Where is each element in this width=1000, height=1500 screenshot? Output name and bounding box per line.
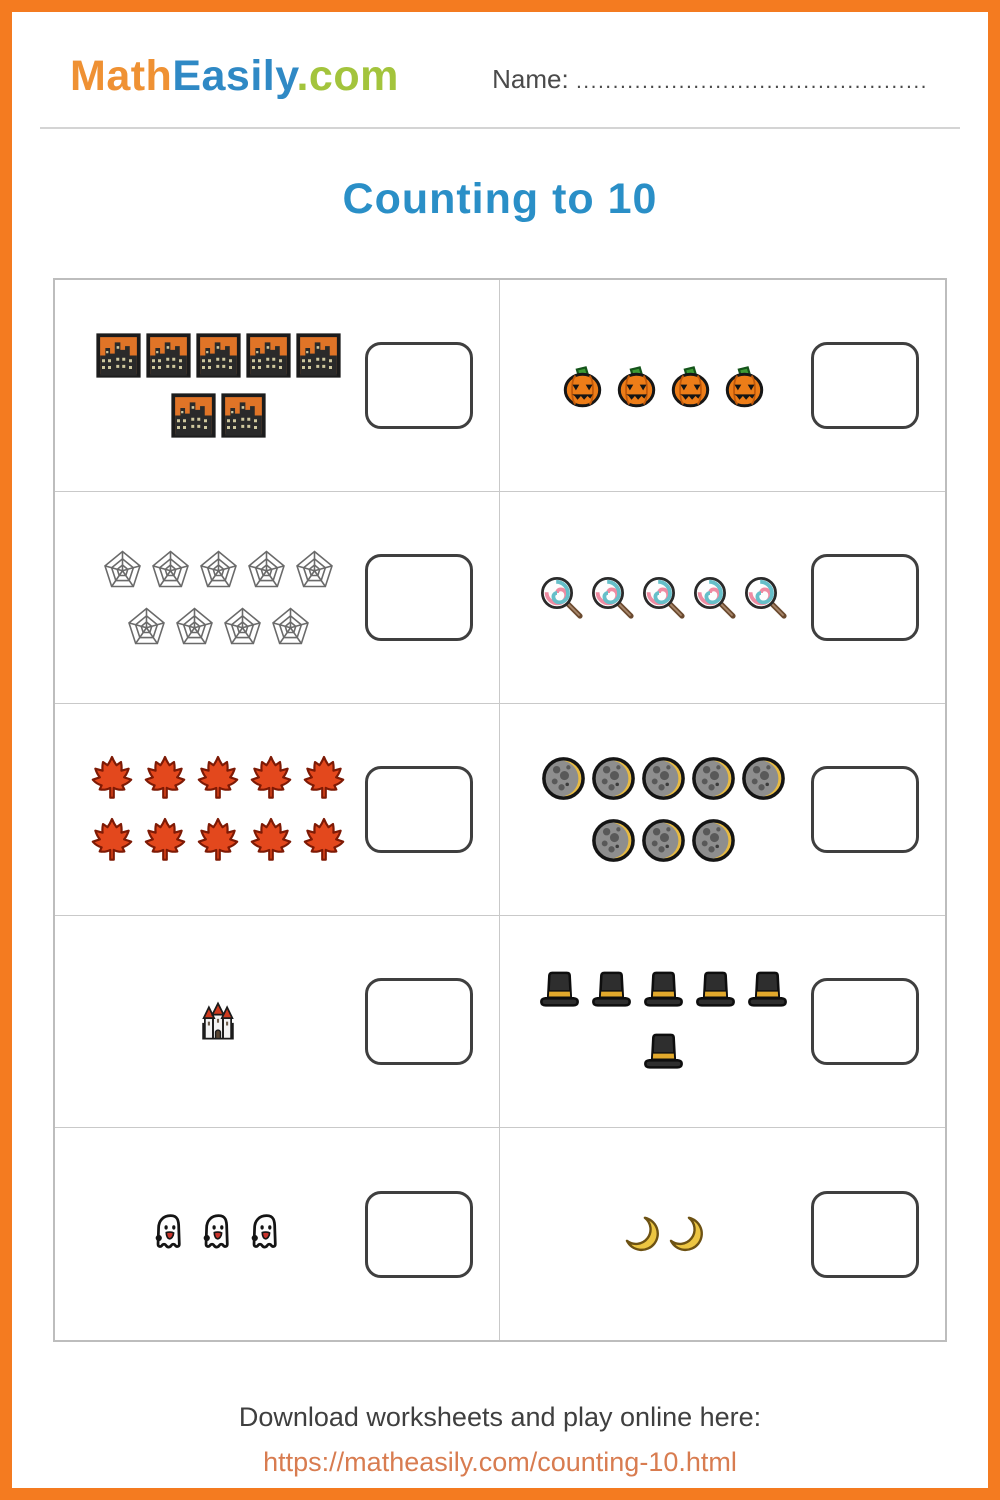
spider-web-icon [244, 548, 289, 590]
ghost-group [71, 1212, 365, 1256]
icon-row [639, 1029, 688, 1076]
spider-web-group [71, 548, 365, 647]
problem-cell-crescent-moon [500, 1128, 945, 1340]
full-moon-group [516, 755, 811, 864]
footer-link[interactable]: https://matheasily.com/counting-10.html [263, 1447, 737, 1477]
full-moon-icon [640, 755, 687, 802]
top-hat-group [516, 967, 811, 1076]
footer [12, 1402, 988, 1478]
crescent-moon-icon [665, 1212, 706, 1256]
problem-cell-top-hat [500, 916, 945, 1128]
lollipop-icon [538, 574, 586, 622]
problem-cell-ghost [55, 1128, 500, 1340]
full-moon-icon [590, 755, 637, 802]
maple-leaf-icon [246, 755, 296, 802]
crescent-moon-group [516, 1212, 811, 1256]
castle-icon [195, 1001, 241, 1043]
header-divider [40, 127, 960, 129]
icon-row [124, 605, 313, 647]
problem-cell-castle [55, 916, 500, 1128]
answer-box[interactable] [811, 554, 919, 641]
answer-box[interactable] [365, 766, 473, 853]
icon-row [538, 574, 790, 622]
maple-leaf-icon [87, 755, 137, 802]
icon-row [170, 393, 267, 438]
name-label: Name: [492, 64, 569, 94]
answer-box[interactable] [365, 1191, 473, 1278]
spider-web-icon [124, 605, 169, 647]
maple-leaf-icon [193, 817, 243, 864]
lollipop-icon [640, 574, 688, 622]
jack-o-lantern-icon [665, 362, 716, 410]
castle-group [71, 1001, 365, 1043]
problem-cell-spider-web [55, 492, 500, 704]
jack-o-lantern-group [516, 362, 811, 410]
problem-cell-jack-o-lantern [500, 280, 945, 492]
haunted-house-icon [295, 333, 342, 378]
icon-row [535, 967, 792, 1014]
lollipop-icon [589, 574, 637, 622]
problem-cell-haunted-house [55, 280, 500, 492]
icon-row [621, 1212, 706, 1256]
jack-o-lantern-icon [719, 362, 770, 410]
top-hat-icon [743, 967, 792, 1014]
icon-row [95, 333, 342, 378]
jack-o-lantern-icon [611, 362, 662, 410]
jack-o-lantern-icon [557, 362, 608, 410]
icon-row [100, 548, 337, 590]
answer-box[interactable] [811, 342, 919, 429]
page-title: Counting to 10 [342, 175, 658, 223]
answer-box[interactable] [811, 766, 919, 853]
answer-box[interactable] [365, 554, 473, 641]
maple-leaf-icon [193, 755, 243, 802]
full-moon-icon [590, 817, 637, 864]
spider-web-icon [196, 548, 241, 590]
maple-leaf-icon [140, 755, 190, 802]
maple-leaf-icon [299, 817, 349, 864]
answer-box[interactable] [365, 342, 473, 429]
haunted-house-icon [95, 333, 142, 378]
top-hat-icon [587, 967, 636, 1014]
name-line [492, 64, 928, 101]
maple-leaf-icon [299, 755, 349, 802]
logo-part-easily: Easily [172, 52, 297, 100]
spider-web-icon [268, 605, 313, 647]
haunted-house-group [71, 333, 365, 438]
spider-web-icon [220, 605, 265, 647]
ghost-icon [148, 1212, 193, 1256]
logo-part-com: .com [296, 52, 399, 100]
full-moon-icon [690, 817, 737, 864]
icon-row [195, 1001, 241, 1043]
answer-box[interactable] [811, 1191, 919, 1278]
maple-leaf-icon [140, 817, 190, 864]
spider-web-icon [292, 548, 337, 590]
icon-row [148, 1212, 289, 1256]
maple-leaf-icon [87, 817, 137, 864]
top-hat-icon [691, 967, 740, 1014]
haunted-house-icon [220, 393, 267, 438]
header [12, 12, 988, 101]
problem-cell-full-moon [500, 704, 945, 916]
icon-row [87, 755, 349, 802]
top-hat-icon [639, 967, 688, 1014]
lollipop-group [516, 574, 811, 622]
maple-leaf-group [71, 755, 365, 864]
answer-box[interactable] [365, 978, 473, 1065]
spider-web-icon [100, 548, 145, 590]
full-moon-icon [540, 755, 587, 802]
crescent-moon-icon [621, 1212, 662, 1256]
spider-web-icon [148, 548, 193, 590]
lollipop-icon [691, 574, 739, 622]
full-moon-icon [640, 817, 687, 864]
ghost-icon [244, 1212, 289, 1256]
icon-row [557, 362, 770, 410]
ghost-icon [196, 1212, 241, 1256]
full-moon-icon [690, 755, 737, 802]
footer-text: Download worksheets and play online here: [238, 1402, 762, 1432]
maple-leaf-icon [246, 817, 296, 864]
problems-grid [53, 278, 947, 1342]
site-logo[interactable] [70, 52, 399, 101]
haunted-house-icon [195, 333, 242, 378]
answer-box[interactable] [811, 978, 919, 1065]
full-moon-icon [740, 755, 787, 802]
icon-row [87, 817, 349, 864]
icon-row [590, 817, 737, 864]
icon-row [540, 755, 787, 802]
problem-cell-maple-leaf [55, 704, 500, 916]
haunted-house-icon [170, 393, 217, 438]
top-hat-icon [639, 1029, 688, 1076]
spider-web-icon [172, 605, 217, 647]
logo-part-math: Math [70, 52, 173, 100]
top-hat-icon [535, 967, 584, 1014]
name-fill-line[interactable]: ................................................ [575, 70, 928, 93]
haunted-house-icon [245, 333, 292, 378]
haunted-house-icon [145, 333, 192, 378]
lollipop-icon [742, 574, 790, 622]
problem-cell-lollipop [500, 492, 945, 704]
